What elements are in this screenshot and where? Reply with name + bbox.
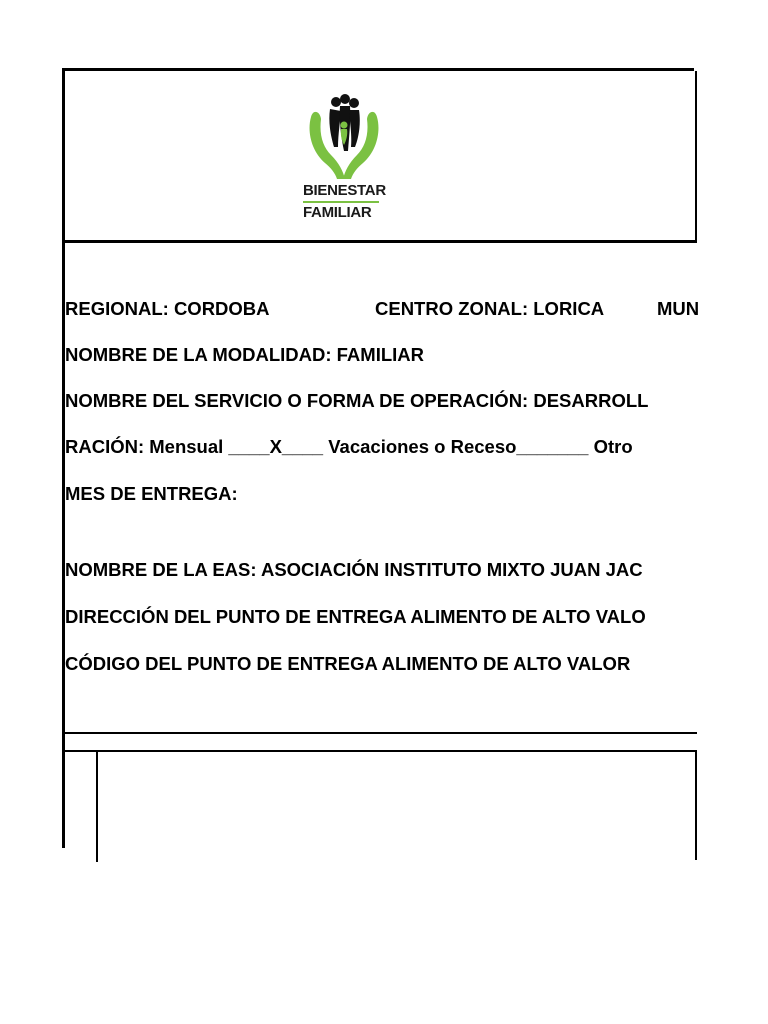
header-box: [65, 71, 697, 243]
codigo-field: CÓDIGO DEL PUNTO DE ENTREGA ALIMENTO DE ALTO VALOR: [65, 653, 631, 674]
servicio-field: NOMBRE DEL SERVICIO O FORMA DE OPERACIÓN: DESARROLL: [65, 390, 649, 411]
logo-text-familiar: FAMILIAR: [303, 204, 372, 221]
divider-line: [65, 732, 697, 734]
direccion-field: DIRECCIÓN DEL PUNTO DE ENTREGA ALIMENTO DE ALTO VALO: [65, 606, 646, 627]
table-column-divider: [96, 752, 98, 862]
logo-underline: [303, 201, 379, 203]
regional-field: REGIONAL: CORDOBA: [65, 298, 270, 319]
mes-entrega-field: MES DE ENTREGA:: [65, 483, 238, 504]
centro-zonal-field: CENTRO ZONAL: LORICA: [375, 298, 605, 319]
form-sheet: [62, 68, 700, 848]
eas-field: NOMBRE DE LA EAS: ASOCIACIÓN INSTITUTO MIXTO JUAN JAC: [65, 559, 643, 580]
logo-text-bienestar: BIENESTAR: [303, 182, 386, 199]
municipio-field: MUN: [657, 298, 700, 319]
table-frame: [65, 750, 697, 860]
bienestar-familiar-logo: [303, 95, 385, 223]
family-hands-icon: [303, 95, 385, 183]
modalidad-field: NOMBRE DE LA MODALIDAD: FAMILIAR: [65, 344, 425, 365]
racion-field: RACIÓN: Mensual ____X____ Vacaciones o Receso_______ Otro: [65, 436, 633, 457]
